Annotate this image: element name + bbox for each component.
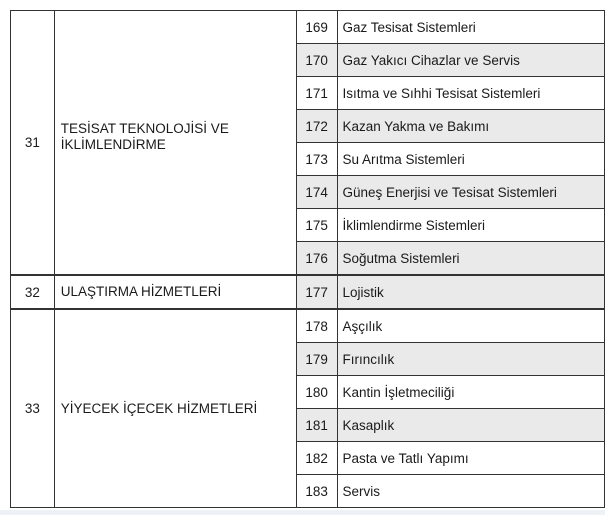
program-code-cell: 171: [296, 77, 337, 110]
program-code-cell: 170: [296, 44, 337, 77]
program-name-cell: Kantin İşletmeciliği: [337, 376, 604, 409]
program-code-cell: 175: [296, 209, 337, 242]
program-name-cell: İklimlendirme Sistemleri: [337, 209, 604, 242]
program-code-cell: 179: [296, 343, 337, 376]
program-name-cell: Su Arıtma Sistemleri: [337, 143, 604, 176]
program-code-cell: 182: [296, 442, 337, 475]
group-number-cell: 33: [11, 309, 55, 508]
program-name-cell: Soğutma Sistemleri: [337, 242, 604, 276]
group-area-cell: [54, 11, 296, 276]
table-row: [11, 275, 605, 309]
program-name-cell: Gaz Tesisat Sistemleri: [337, 11, 604, 44]
program-code-cell: 172: [296, 110, 337, 143]
group-number-cell: 31: [11, 11, 55, 276]
program-name-cell: Güneş Enerjisi ve Tesisat Sistemleri: [337, 176, 604, 209]
viewer-bottom-strip: [0, 510, 605, 515]
programs-table-body: [11, 11, 605, 508]
group-area-cell: YİYECEK İÇECEK HİZMETLERİ: [54, 309, 296, 508]
program-code-cell: 178: [296, 309, 337, 343]
program-name-cell: Isıtma ve Sıhhi Tesisat Sistemleri: [337, 77, 604, 110]
program-code-cell: 176: [296, 242, 337, 276]
program-code-cell: 180: [296, 376, 337, 409]
group-area-cell: ULAŞTIRMA HİZMETLERİ: [54, 275, 296, 309]
program-code-cell: 169: [296, 11, 337, 44]
programs-table: [10, 10, 605, 508]
group-number-cell: 32: [11, 275, 55, 309]
group-area-label: TESİSAT TEKNOLOJİSİ VE İKLİMLENDİRME: [60, 120, 229, 152]
program-name-cell: Kasaplık: [337, 409, 604, 442]
program-name-cell: Aşçılık: [337, 309, 604, 343]
program-code-cell: 177: [296, 275, 337, 309]
program-name-cell: Pasta ve Tatlı Yapımı: [337, 442, 604, 475]
program-name-cell: Fırıncılık: [337, 343, 604, 376]
table-row: [11, 11, 605, 44]
table-row: [11, 309, 605, 343]
program-code-cell: 173: [296, 143, 337, 176]
program-name-cell: Kazan Yakma ve Bakımı: [337, 110, 604, 143]
program-code-cell: 181: [296, 409, 337, 442]
program-code-cell: 174: [296, 176, 337, 209]
program-name-cell: Lojistik: [337, 275, 604, 309]
program-name-cell: Gaz Yakıcı Cihazlar ve Servis: [337, 44, 604, 77]
program-code-cell: 183: [296, 475, 337, 508]
program-name-cell: Servis: [337, 475, 604, 508]
